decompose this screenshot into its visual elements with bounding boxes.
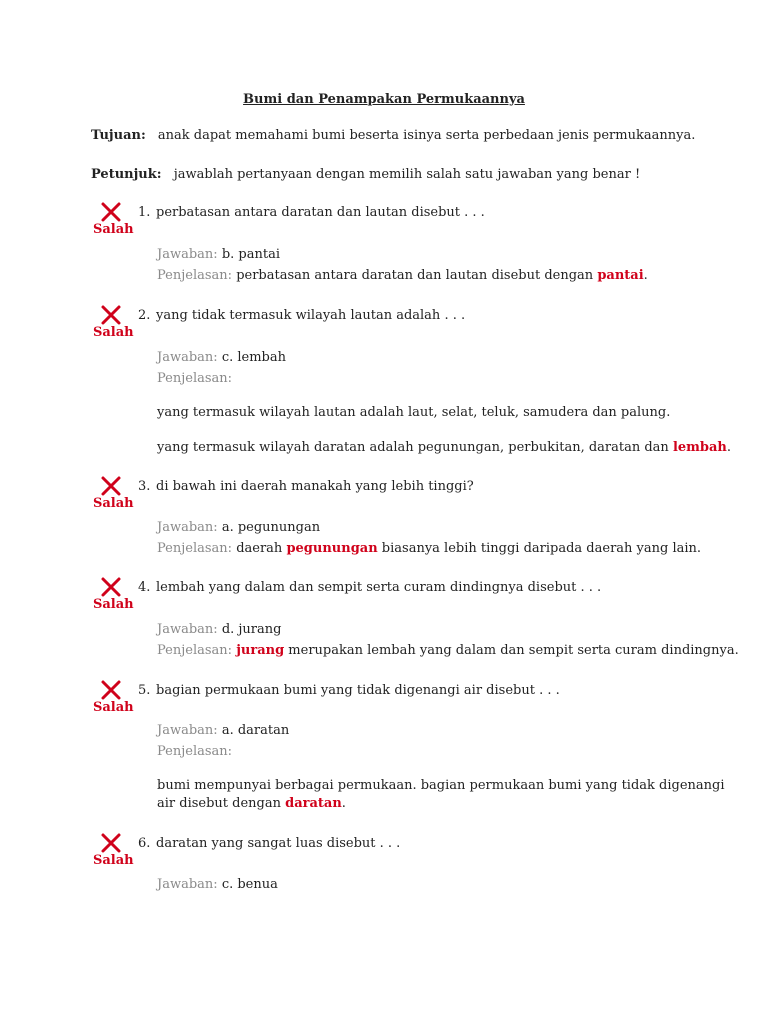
explanation-line: Penjelasan: jurang merupakan lembah yang dalam dan sempit serta curam dindingnya. [157,643,739,658]
answer-label: Jawaban: [157,520,218,535]
answer-value: c. benua [221,877,278,892]
question-text: 3. di bawah ini daerah manakah yang lebih tinggi? [138,479,474,494]
answer-line [157,622,281,637]
status-badge: Salah [93,496,134,511]
wrong-x-icon [100,304,122,326]
petunjuk-text: jawablah pertanyaan dengan memilih salah satu jawaban yang benar ! [173,167,641,182]
explanation-label: Penjelasan: [157,744,233,759]
highlight-term: pegunungan [286,541,378,556]
answer-value: b. pantai [221,247,280,262]
explanation-label: Penjelasan: [157,268,233,283]
answer-value: d. jurang [221,622,282,637]
question-text: 6. daratan yang sangat luas disebut . . . [138,836,401,851]
explanation-line [157,744,232,759]
explanation-line: Penjelasan: daerah pegunungan biasanya lebih tinggi daripada daerah yang lain. [157,541,702,556]
wrong-x-icon [100,576,122,598]
explanation-label: Penjelasan: [157,541,233,556]
wrong-x-icon [100,679,122,701]
answer-label: Jawaban: [157,350,218,365]
status-badge: Salah [93,222,134,237]
answer-line [157,247,280,262]
wrong-x-icon [100,201,122,223]
question-text: 5. bagian permukaan bumi yang tidak digenangi air disebut . . . [138,683,560,698]
highlight-term: lembah [672,440,727,455]
explanation-paragraph: bumi mempunyai berbagai permukaan. bagian permukaan bumi yang tidak digenangi [157,778,725,793]
answer-label: Jawaban: [157,723,218,738]
answer-line [157,877,278,892]
answer-line [157,350,286,365]
explanation-paragraph: yang termasuk wilayah daratan adalah pegunungan, perbukitan, daratan dan lembah. [157,440,732,455]
wrong-x-icon [100,832,122,854]
status-badge: Salah [93,597,134,612]
result-mark [91,201,134,237]
tujuan-label: Tujuan: [91,128,146,143]
result-mark [91,679,134,715]
result-mark [91,576,134,612]
highlight-term: pantai [597,268,644,283]
answer-line [157,520,320,535]
explanation-label: Penjelasan: [157,371,233,386]
answer-value: c. lembah [221,350,286,365]
answer-label: Jawaban: [157,622,218,637]
explanation-line: Penjelasan: perbatasan antara daratan dan lautan disebut dengan pantai. [157,268,648,283]
status-badge: Salah [93,325,134,340]
result-mark [91,304,134,340]
question-text: 4. lembah yang dalam dan sempit serta curam dindingnya disebut . . . [138,580,602,595]
explanation-line [157,371,232,386]
wrong-x-icon [100,475,122,497]
answer-value: a. daratan [221,723,290,738]
explanation-paragraph: yang termasuk wilayah lautan adalah laut, selat, teluk, samudera dan palung. [157,405,671,420]
answer-value: a. pegunungan [221,520,321,535]
answer-label: Jawaban: [157,877,218,892]
page-title: Bumi dan Penampakan Permukaannya [243,92,525,107]
question-text: 2. yang tidak termasuk wilayah lautan adalah . . . [138,308,466,323]
petunjuk-row [91,167,640,182]
explanation-paragraph: air disebut dengan daratan. [157,796,346,811]
answer-label: Jawaban: [157,247,218,262]
status-badge: Salah [93,853,134,868]
question-text: 1. perbatasan antara daratan dan lautan disebut . . . [138,205,485,220]
result-mark [91,832,134,868]
status-badge: Salah [93,700,134,715]
explanation-label: Penjelasan: [157,643,233,658]
petunjuk-label: Petunjuk: [91,167,162,182]
result-mark [91,475,134,511]
answer-line [157,723,289,738]
highlight-term: daratan [285,796,342,811]
highlight-term: jurang [236,643,285,658]
tujuan-row [91,128,695,143]
tujuan-text: anak dapat memahami bumi beserta isinya serta perbedaan jenis permukaannya. [157,128,696,143]
